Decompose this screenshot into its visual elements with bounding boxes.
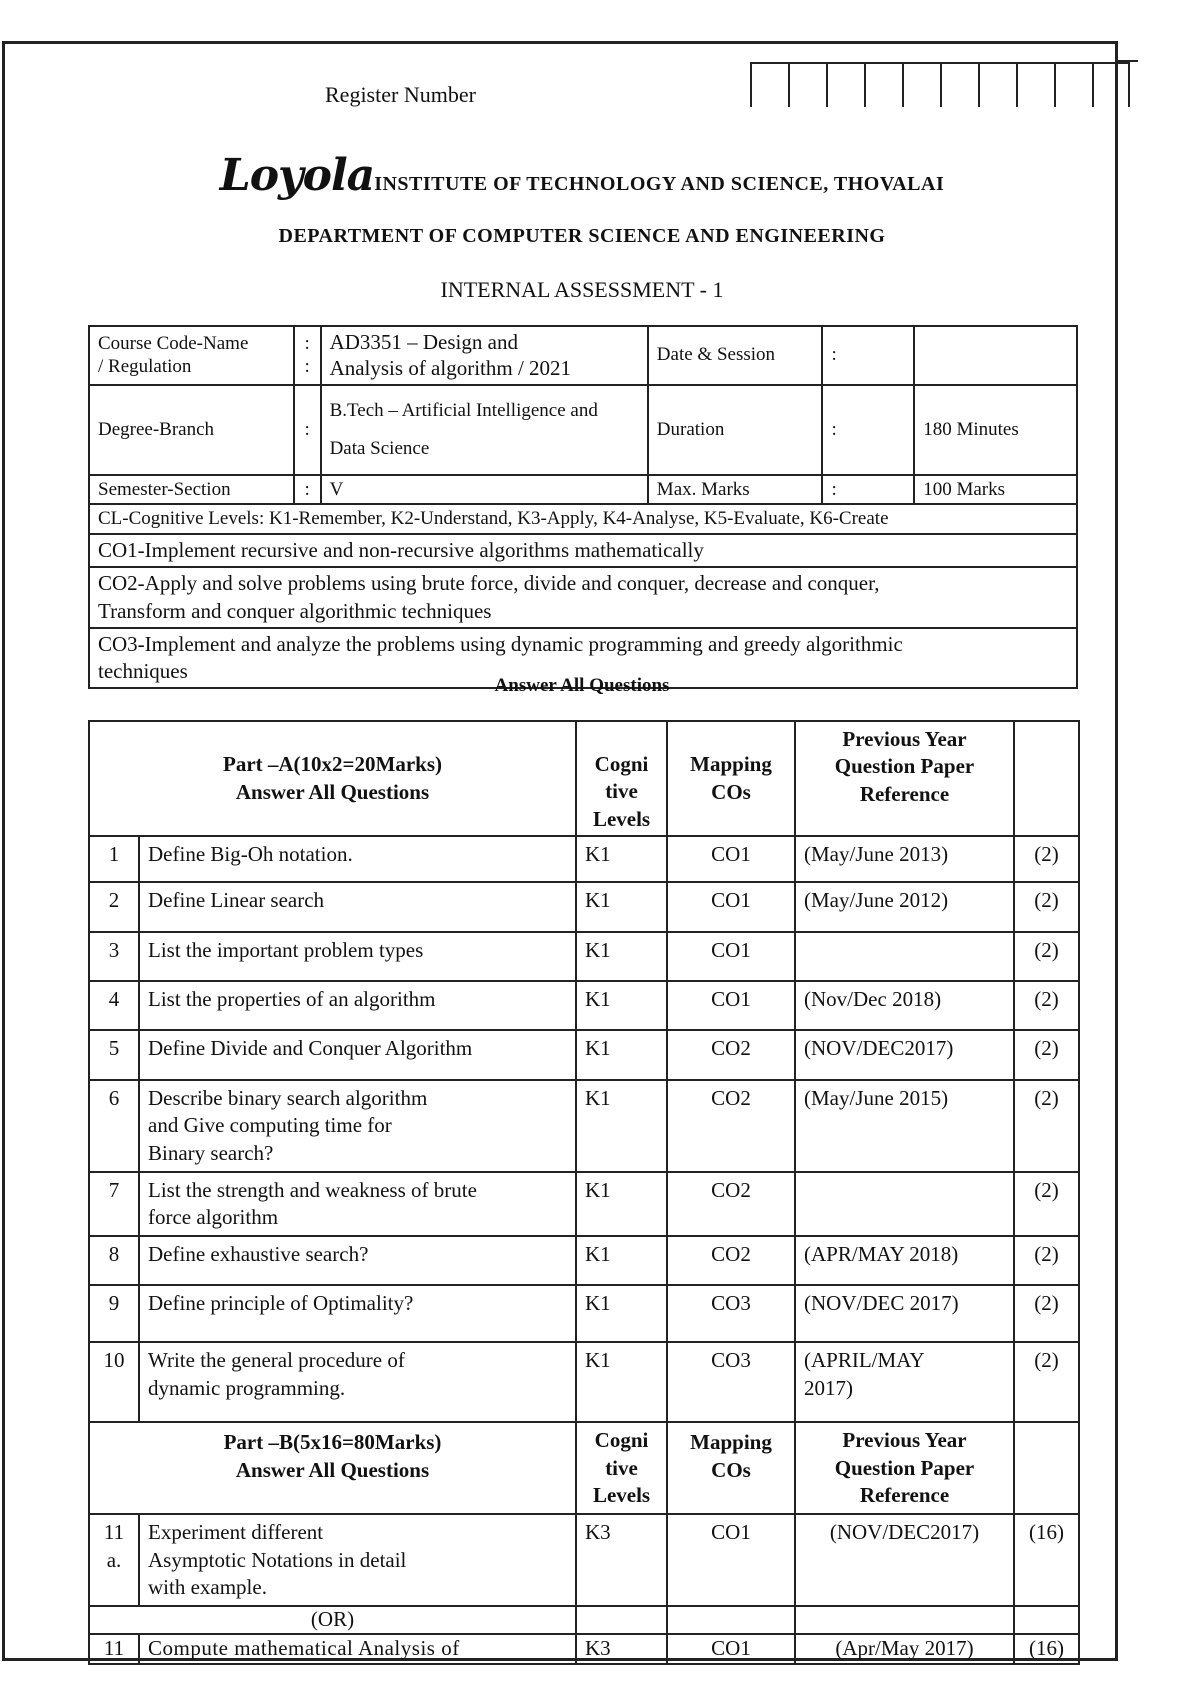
- mapping-co: CO1: [667, 981, 795, 1030]
- semester-row: [89, 475, 1077, 505]
- reference: (APRIL/MAY 2017): [795, 1342, 1014, 1422]
- institute-title: [0, 150, 1164, 201]
- semester-value: V: [321, 475, 648, 505]
- marks: (2): [1014, 1285, 1079, 1342]
- table-row: [89, 1342, 1079, 1422]
- mapping-co: CO1: [667, 1634, 795, 1663]
- cognitive-levels-header: Cogni tive Levels: [576, 1422, 667, 1514]
- question-number: 4: [89, 981, 139, 1030]
- part-b-header-row: [89, 1422, 1079, 1514]
- degree-value: B.Tech – Artificial Intelligence and Data Science: [321, 385, 648, 475]
- colon-cell: : :: [294, 326, 321, 385]
- colon-cell: :: [822, 326, 914, 385]
- mapping-co: CO2: [667, 1236, 795, 1285]
- exam-title: INTERNAL ASSESSMENT - 1: [440, 277, 724, 302]
- question-number: 5: [89, 1030, 139, 1080]
- marks: (2): [1014, 1080, 1079, 1172]
- reference: [795, 932, 1014, 981]
- co1-text: CO1-Implement recursive and non-recursive algorithms mathematically: [89, 534, 1077, 567]
- cognitive-level: K1: [576, 981, 667, 1030]
- reference: (Apr/May 2017): [795, 1634, 1014, 1663]
- register-digit-box: [902, 62, 940, 107]
- table-row: [89, 1080, 1079, 1172]
- table-row: [89, 882, 1079, 932]
- question-text: Define Linear search: [139, 882, 576, 932]
- degree-row: [89, 385, 1077, 475]
- register-number-boxes: [750, 62, 1130, 107]
- colon-cell: :: [294, 385, 321, 475]
- date-session-value: [914, 326, 1077, 385]
- part-a-header-row: [89, 721, 1079, 836]
- co2-row: [89, 567, 1077, 628]
- marks: (2): [1014, 1030, 1079, 1080]
- reference: (May/June 2015): [795, 1080, 1014, 1172]
- mapping-co: CO1: [667, 882, 795, 932]
- question-number: 9: [89, 1285, 139, 1342]
- answer-all-heading: Answer All Questions: [494, 675, 670, 696]
- table-row: [89, 836, 1079, 882]
- register-digit-box: [978, 62, 1016, 107]
- cognitive-level: K1: [576, 836, 667, 882]
- question-number: 8: [89, 1236, 139, 1285]
- marks: (2): [1014, 836, 1079, 882]
- question-text: List the properties of an algorithm: [139, 981, 576, 1030]
- cognitive-levels-text: CL-Cognitive Levels: K1-Remember, K2-Understand, K3-Apply, K4-Analyse, K5-Evaluate, K6-Create: [89, 504, 1077, 534]
- mapping-co: CO3: [667, 1342, 795, 1422]
- duration-value: 180 Minutes: [914, 385, 1077, 475]
- marks: (16): [1014, 1634, 1079, 1663]
- empty-cell: [795, 1606, 1014, 1634]
- cognitive-levels-header: Cogni tive Levels: [576, 721, 667, 836]
- mapping-co: CO1: [667, 1514, 795, 1606]
- question-text: Write the general procedure of dynamic programming.: [139, 1342, 576, 1422]
- register-digit-box: [1092, 62, 1130, 107]
- marks: (2): [1014, 1236, 1079, 1285]
- course-label: Course Code-Name / Regulation: [89, 326, 294, 385]
- reference: (Nov/Dec 2018): [795, 981, 1014, 1030]
- question-text: Define principle of Optimality?: [139, 1285, 576, 1342]
- duration-label: Duration: [648, 385, 823, 475]
- register-digit-box: [1054, 62, 1092, 107]
- question-text: Compute mathematical Analysis of: [139, 1634, 576, 1663]
- register-digit-box: [864, 62, 902, 107]
- mapping-co: CO3: [667, 1285, 795, 1342]
- course-info-table: [88, 325, 1078, 689]
- co3-text: CO3-Implement and analyze the problems using dynamic programming and greedy algorithmic techniques: [89, 628, 1077, 689]
- question-number: 11: [89, 1634, 139, 1663]
- cognitive-level: K1: [576, 1080, 667, 1172]
- mapping-co: CO1: [667, 836, 795, 882]
- co1-row: [89, 534, 1077, 567]
- register-digit-box: [940, 62, 978, 107]
- question-text: Define exhaustive search?: [139, 1236, 576, 1285]
- colon-cell: :: [822, 385, 914, 475]
- register-digit-box: [788, 62, 826, 107]
- question-text: Define Divide and Conquer Algorithm: [139, 1030, 576, 1080]
- question-number: 10: [89, 1342, 139, 1422]
- question-text: Experiment different Asymptotic Notations in detail with example.: [139, 1514, 576, 1606]
- marks-header: [1014, 721, 1079, 836]
- table-row: [89, 1172, 1079, 1237]
- reference: (NOV/DEC2017): [795, 1514, 1014, 1606]
- reference: (NOV/DEC 2017): [795, 1285, 1014, 1342]
- question-number: 3: [89, 932, 139, 981]
- degree-label: Degree-Branch: [89, 385, 294, 475]
- table-row: [89, 932, 1079, 981]
- mapping-co: CO2: [667, 1080, 795, 1172]
- reference: (NOV/DEC2017): [795, 1030, 1014, 1080]
- reference: (May/June 2013): [795, 836, 1014, 882]
- marks: (2): [1014, 932, 1079, 981]
- cognitive-level: K3: [576, 1634, 667, 1663]
- register-number-label: Register Number: [325, 82, 476, 107]
- empty-cell: [576, 1606, 667, 1634]
- cognitive-level: K1: [576, 882, 667, 932]
- question-text: List the important problem types: [139, 932, 576, 981]
- mapping-co: CO2: [667, 1172, 795, 1237]
- previous-year-reference-header: Previous Year Question Paper Reference: [795, 721, 1014, 836]
- question-table: [88, 720, 1080, 1665]
- cognitive-level: K1: [576, 1285, 667, 1342]
- or-row: [89, 1606, 1079, 1634]
- colon-cell: :: [294, 475, 321, 505]
- question-text: Describe binary search algorithm and Give computing time for Binary search?: [139, 1080, 576, 1172]
- question-number: 7: [89, 1172, 139, 1237]
- max-marks-label: Max. Marks: [648, 475, 823, 505]
- question-number: 6: [89, 1080, 139, 1172]
- previous-year-reference-header: Previous Year Question Paper Reference: [795, 1422, 1014, 1514]
- or-separator: (OR): [89, 1606, 576, 1634]
- reference: [795, 1172, 1014, 1237]
- colon-cell: :: [822, 475, 914, 505]
- table-row: [89, 981, 1079, 1030]
- mapping-co: CO1: [667, 932, 795, 981]
- cognitive-level: K1: [576, 1172, 667, 1237]
- course-row: [89, 326, 1077, 385]
- marks-header: [1014, 1422, 1079, 1514]
- part-a-title: Part –A(10x2=20Marks) Answer All Questions: [89, 721, 576, 836]
- mapping-co: CO2: [667, 1030, 795, 1080]
- question-number: 1: [89, 836, 139, 882]
- question-number: 11 a.: [89, 1514, 139, 1606]
- mapping-cos-header: Mapping COs: [667, 721, 795, 836]
- marks: (2): [1014, 882, 1079, 932]
- table-row: [89, 1634, 1079, 1663]
- institute-name: INSTITUTE OF TECHNOLOGY AND SCIENCE, THOVALAI: [374, 173, 945, 195]
- empty-cell: [667, 1606, 795, 1634]
- marks: (2): [1014, 1172, 1079, 1237]
- table-row: [89, 1236, 1079, 1285]
- reference: (May/June 2012): [795, 882, 1014, 932]
- register-digit-box: [1016, 62, 1054, 107]
- table-row: [89, 1285, 1079, 1342]
- marks: (2): [1014, 1342, 1079, 1422]
- register-box-edge: [1118, 60, 1138, 62]
- table-row: [89, 1030, 1079, 1080]
- cognitive-level: K3: [576, 1514, 667, 1606]
- cognitive-level: K1: [576, 1030, 667, 1080]
- marks: (2): [1014, 981, 1079, 1030]
- table-row: [89, 1514, 1079, 1606]
- question-number: 2: [89, 882, 139, 932]
- marks: (16): [1014, 1514, 1079, 1606]
- cognitive-level: K1: [576, 1236, 667, 1285]
- register-digit-box: [826, 62, 864, 107]
- max-marks-value: 100 Marks: [914, 475, 1077, 505]
- co2-text: CO2-Apply and solve problems using brute force, divide and conquer, decrease and conquer, Transform and conquer algorithmic techniques: [89, 567, 1077, 628]
- question-text: List the strength and weakness of brute force algorithm: [139, 1172, 576, 1237]
- course-value: AD3351 – Design and Analysis of algorithm / 2021: [321, 326, 648, 385]
- empty-cell: [1014, 1606, 1079, 1634]
- date-session-label: Date & Session: [648, 326, 823, 385]
- semester-label: Semester-Section: [89, 475, 294, 505]
- question-text: Define Big-Oh notation.: [139, 836, 576, 882]
- part-b-title: Part –B(5x16=80Marks) Answer All Questions: [89, 1422, 576, 1514]
- college-logo-text: Loyola: [219, 150, 375, 201]
- mapping-cos-header: Mapping COs: [667, 1422, 795, 1514]
- cognitive-level: K1: [576, 1342, 667, 1422]
- cognitive-level: K1: [576, 932, 667, 981]
- cognitive-levels-row: [89, 504, 1077, 534]
- department-name: DEPARTMENT OF COMPUTER SCIENCE AND ENGINEERING: [278, 225, 886, 247]
- reference: (APR/MAY 2018): [795, 1236, 1014, 1285]
- register-digit-box: [750, 62, 788, 107]
